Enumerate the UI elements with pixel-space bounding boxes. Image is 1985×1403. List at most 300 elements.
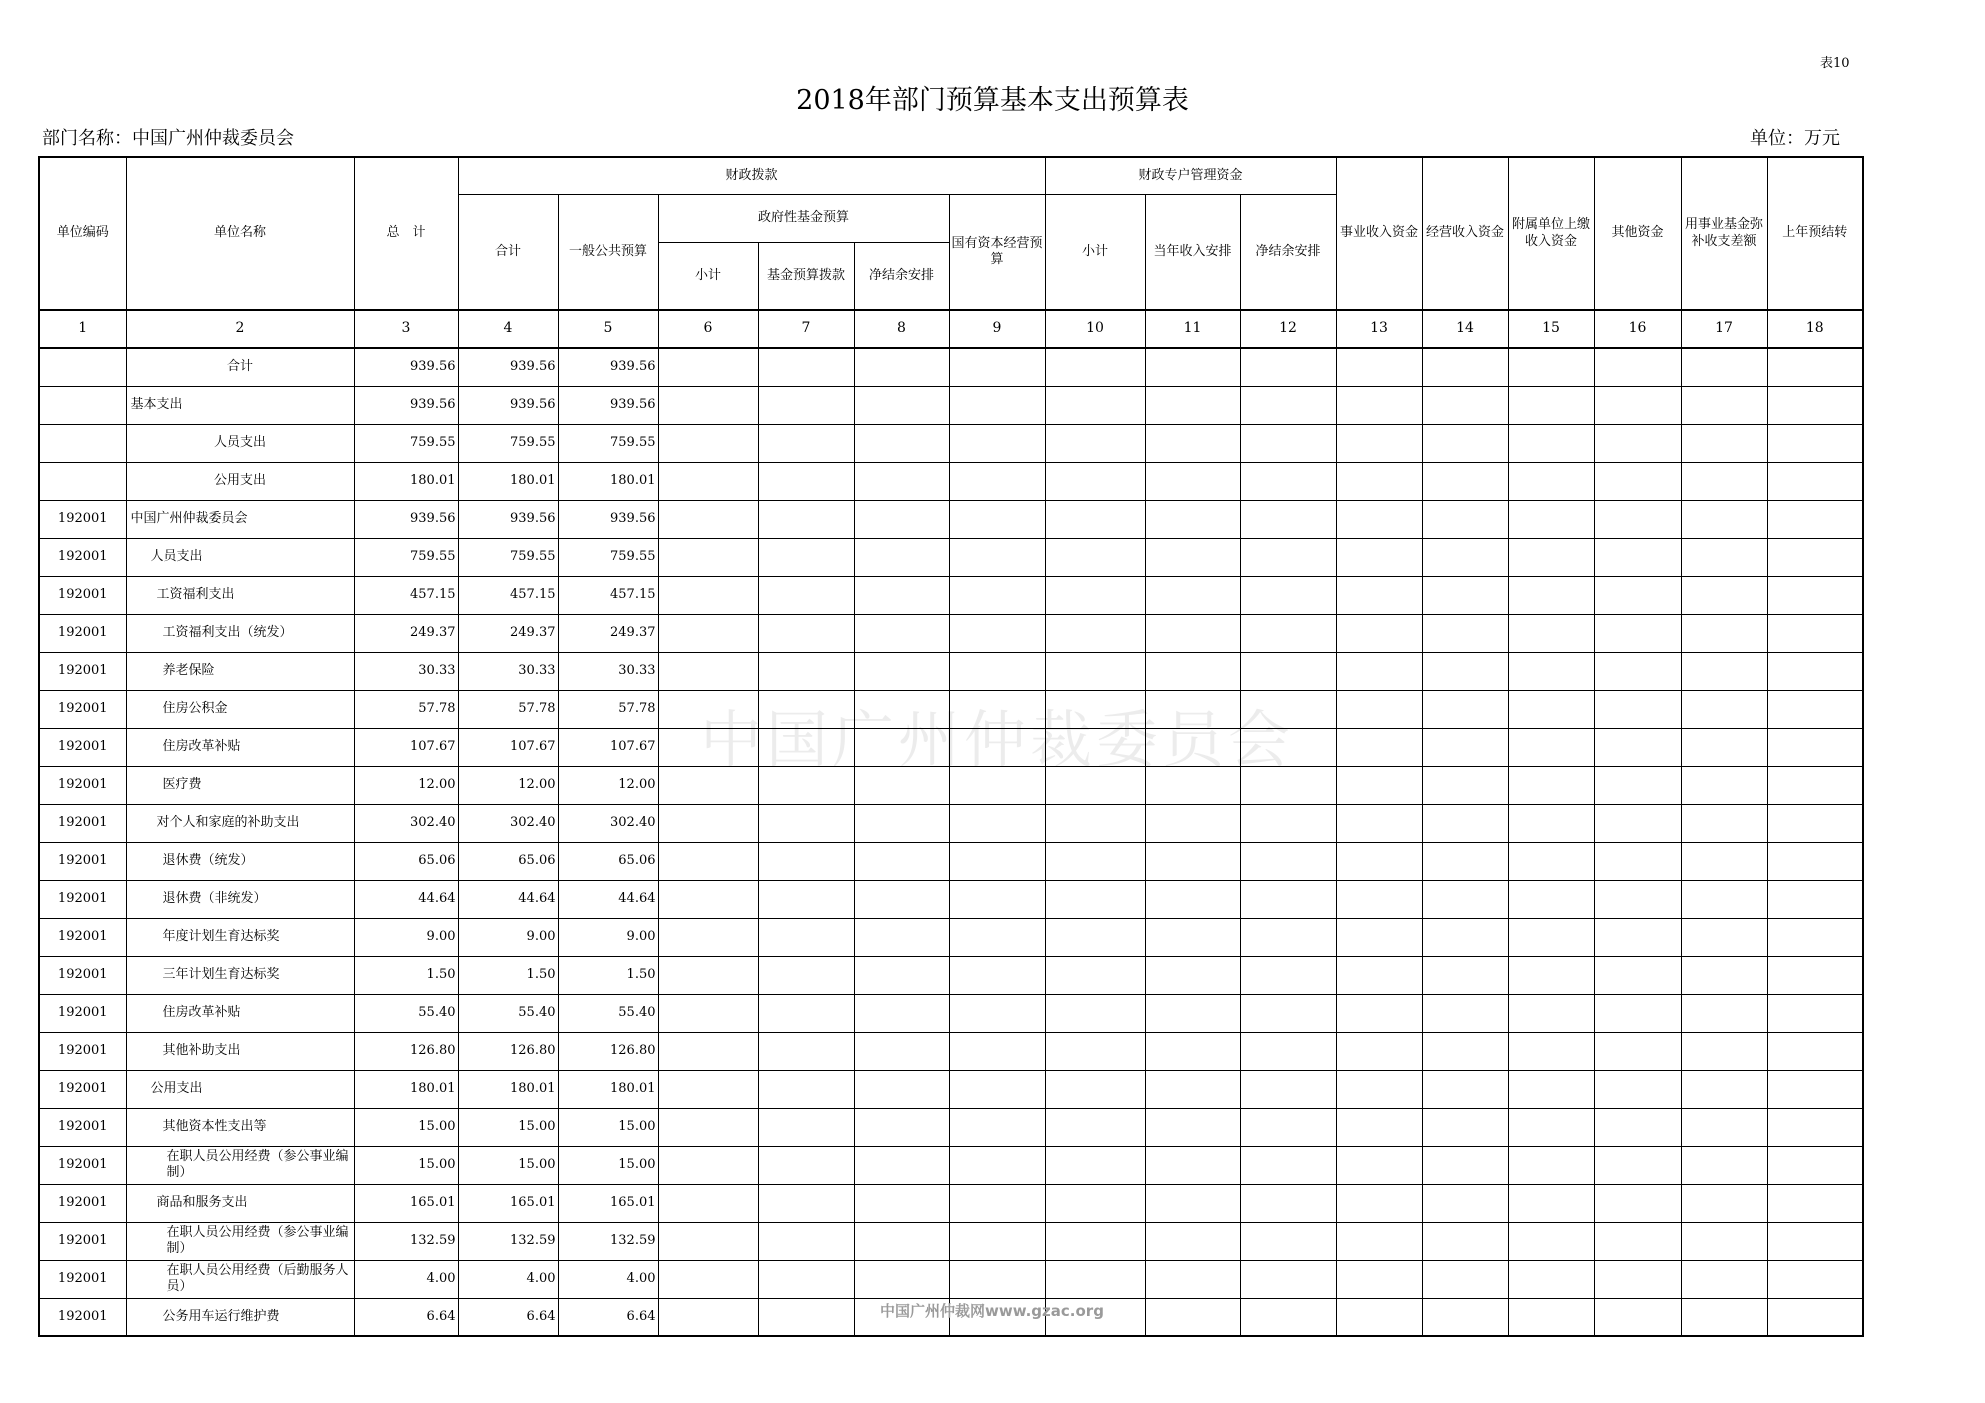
header-fs-current: 当年收入安排 — [1145, 194, 1240, 310]
unit-name-cell: 人员支出 — [126, 538, 354, 576]
empty-cell — [1594, 424, 1681, 462]
unit-code-cell: 192001 — [39, 1146, 126, 1184]
empty-cell — [758, 918, 854, 956]
fiscal-total-cell: 939.56 — [458, 386, 558, 424]
general-budget-cell: 6.64 — [558, 1298, 658, 1336]
column-index: 16 — [1594, 310, 1681, 348]
empty-cell — [1145, 1032, 1240, 1070]
empty-cell — [1508, 728, 1594, 766]
unit-label: 单位：万元 — [1750, 128, 1840, 149]
empty-cell — [1240, 462, 1336, 500]
column-index: 9 — [949, 310, 1045, 348]
empty-cell — [1336, 690, 1422, 728]
empty-cell — [1594, 1070, 1681, 1108]
column-index: 12 — [1240, 310, 1336, 348]
empty-cell — [1767, 1222, 1863, 1260]
empty-cell — [1767, 1108, 1863, 1146]
fiscal-total-cell: 457.15 — [458, 576, 558, 614]
empty-cell — [758, 842, 854, 880]
empty-cell — [658, 1108, 758, 1146]
header-unit-name: 单位名称 — [126, 157, 354, 310]
empty-cell — [1045, 918, 1145, 956]
header-fiscal-special: 财政专户管理资金 — [1045, 157, 1336, 194]
empty-cell — [1145, 348, 1240, 386]
empty-cell — [1508, 348, 1594, 386]
empty-cell — [1508, 1260, 1594, 1298]
empty-cell — [854, 1032, 949, 1070]
total-cell: 1.50 — [354, 956, 458, 994]
empty-cell — [1767, 918, 1863, 956]
empty-cell — [1767, 576, 1863, 614]
fiscal-total-cell: 180.01 — [458, 1070, 558, 1108]
column-index: 2 — [126, 310, 354, 348]
column-index: 7 — [758, 310, 854, 348]
empty-cell — [1145, 956, 1240, 994]
empty-cell — [1336, 462, 1422, 500]
empty-cell — [758, 462, 854, 500]
empty-cell — [949, 500, 1045, 538]
empty-cell — [949, 1184, 1045, 1222]
empty-cell — [1594, 500, 1681, 538]
header-gf-subtotal: 小计 — [658, 242, 758, 310]
empty-cell — [658, 918, 758, 956]
header-fa-state-capital: 国有资本经营预算 — [949, 194, 1045, 310]
empty-cell — [1508, 652, 1594, 690]
empty-cell — [1422, 614, 1508, 652]
empty-cell — [1422, 386, 1508, 424]
empty-cell — [1336, 1222, 1422, 1260]
empty-cell — [854, 1222, 949, 1260]
empty-cell — [1336, 1184, 1422, 1222]
general-budget-cell: 759.55 — [558, 538, 658, 576]
empty-cell — [1508, 1108, 1594, 1146]
table-row — [39, 842, 1863, 880]
empty-cell — [758, 1260, 854, 1298]
empty-cell — [854, 1146, 949, 1184]
column-index: 17 — [1681, 310, 1767, 348]
fiscal-total-cell: 759.55 — [458, 424, 558, 462]
empty-cell — [1681, 956, 1767, 994]
table-row — [39, 1222, 1863, 1260]
empty-cell — [1681, 1260, 1767, 1298]
empty-cell — [1508, 500, 1594, 538]
column-index: 1 — [39, 310, 126, 348]
empty-cell — [1240, 1108, 1336, 1146]
empty-cell — [1240, 1298, 1336, 1336]
empty-cell — [1767, 462, 1863, 500]
table-row — [39, 880, 1863, 918]
empty-cell — [1594, 766, 1681, 804]
unit-code-cell: 192001 — [39, 538, 126, 576]
unit-name-cell: 工资福利支出（统发） — [126, 614, 354, 652]
unit-name-cell: 公用支出 — [126, 1070, 354, 1108]
column-index: 11 — [1145, 310, 1240, 348]
empty-cell — [1767, 766, 1863, 804]
empty-cell — [1422, 1184, 1508, 1222]
empty-cell — [1508, 1222, 1594, 1260]
empty-cell — [1240, 842, 1336, 880]
empty-cell — [658, 614, 758, 652]
unit-code-cell: 192001 — [39, 576, 126, 614]
empty-cell — [758, 994, 854, 1032]
empty-cell — [758, 614, 854, 652]
total-cell: 55.40 — [354, 994, 458, 1032]
empty-cell — [1594, 1108, 1681, 1146]
empty-cell — [1681, 1108, 1767, 1146]
empty-cell — [1422, 766, 1508, 804]
fiscal-total-cell: 65.06 — [458, 842, 558, 880]
empty-cell — [1240, 1260, 1336, 1298]
table-body — [39, 348, 1863, 1336]
table-row — [39, 1108, 1863, 1146]
total-cell: 457.15 — [354, 576, 458, 614]
empty-cell — [1767, 386, 1863, 424]
empty-cell — [1145, 880, 1240, 918]
empty-cell — [949, 1032, 1045, 1070]
empty-cell — [1767, 728, 1863, 766]
column-index: 8 — [854, 310, 949, 348]
empty-cell — [1594, 956, 1681, 994]
empty-cell — [1045, 956, 1145, 994]
empty-cell — [1240, 576, 1336, 614]
fiscal-total-cell: 1.50 — [458, 956, 558, 994]
empty-cell — [1594, 462, 1681, 500]
empty-cell — [1336, 766, 1422, 804]
empty-cell — [658, 424, 758, 462]
empty-cell — [1422, 1260, 1508, 1298]
unit-name-cell: 人员支出 — [126, 424, 354, 462]
general-budget-cell: 4.00 — [558, 1260, 658, 1298]
empty-cell — [1045, 880, 1145, 918]
empty-cell — [1681, 1146, 1767, 1184]
empty-cell — [758, 538, 854, 576]
total-cell: 30.33 — [354, 652, 458, 690]
empty-cell — [1681, 462, 1767, 500]
empty-cell — [1145, 804, 1240, 842]
unit-name-cell: 工资福利支出 — [126, 576, 354, 614]
general-budget-cell: 57.78 — [558, 690, 658, 728]
total-cell: 15.00 — [354, 1146, 458, 1184]
header-fiscal-allocation: 财政拨款 — [458, 157, 1045, 194]
empty-cell — [658, 880, 758, 918]
empty-cell — [949, 348, 1045, 386]
unit-code-cell: 192001 — [39, 1222, 126, 1260]
empty-cell — [1422, 1108, 1508, 1146]
empty-cell — [658, 1146, 758, 1184]
unit-name-cell: 退休费（统发） — [126, 842, 354, 880]
empty-cell — [949, 842, 1045, 880]
empty-cell — [1422, 1222, 1508, 1260]
empty-cell — [1336, 1260, 1422, 1298]
total-cell: 15.00 — [354, 1108, 458, 1146]
empty-cell — [1681, 804, 1767, 842]
empty-cell — [1422, 1298, 1508, 1336]
empty-cell — [1145, 462, 1240, 500]
table-row — [39, 1070, 1863, 1108]
empty-cell — [854, 1260, 949, 1298]
total-cell: 939.56 — [354, 386, 458, 424]
empty-cell — [1767, 880, 1863, 918]
table-row — [39, 348, 1863, 386]
empty-cell — [758, 1146, 854, 1184]
empty-cell — [758, 386, 854, 424]
table-row — [39, 994, 1863, 1032]
empty-cell — [1045, 1108, 1145, 1146]
empty-cell — [1681, 994, 1767, 1032]
unit-name-cell: 年度计划生育达标奖 — [126, 918, 354, 956]
empty-cell — [1240, 538, 1336, 576]
empty-cell — [854, 614, 949, 652]
empty-cell — [1336, 1108, 1422, 1146]
empty-cell — [949, 424, 1045, 462]
fiscal-total-cell: 165.01 — [458, 1184, 558, 1222]
page-title: 2018年部门预算基本支出预算表 — [796, 85, 1189, 116]
empty-cell — [949, 1222, 1045, 1260]
empty-cell — [658, 576, 758, 614]
empty-cell — [1508, 576, 1594, 614]
table-row — [39, 576, 1863, 614]
empty-cell — [1508, 1032, 1594, 1070]
empty-cell — [1336, 538, 1422, 576]
empty-cell — [949, 804, 1045, 842]
empty-cell — [1681, 1032, 1767, 1070]
empty-cell — [854, 1070, 949, 1108]
empty-cell — [1045, 652, 1145, 690]
total-cell: 939.56 — [354, 500, 458, 538]
table-row — [39, 538, 1863, 576]
total-cell: 65.06 — [354, 842, 458, 880]
total-cell: 165.01 — [354, 1184, 458, 1222]
unit-name-cell: 其他补助支出 — [126, 1032, 354, 1070]
empty-cell — [1681, 1184, 1767, 1222]
empty-cell — [1045, 1222, 1145, 1260]
unit-code-cell: 192001 — [39, 956, 126, 994]
empty-cell — [1508, 842, 1594, 880]
unit-name-cell: 公务用车运行维护费 — [126, 1298, 354, 1336]
header-affiliated-income: 附属单位上缴收入资金 — [1508, 157, 1594, 310]
empty-cell — [1767, 1032, 1863, 1070]
empty-cell — [1422, 500, 1508, 538]
empty-cell — [1594, 348, 1681, 386]
total-cell: 249.37 — [354, 614, 458, 652]
unit-code-cell: 192001 — [39, 1298, 126, 1336]
empty-cell — [854, 348, 949, 386]
empty-cell — [1240, 1184, 1336, 1222]
empty-cell — [658, 1298, 758, 1336]
general-budget-cell: 12.00 — [558, 766, 658, 804]
empty-cell — [1767, 652, 1863, 690]
unit-name-cell: 中国广州仲裁委员会 — [126, 500, 354, 538]
empty-cell — [1240, 1032, 1336, 1070]
empty-cell — [949, 880, 1045, 918]
empty-cell — [1240, 1222, 1336, 1260]
empty-cell — [1422, 728, 1508, 766]
empty-cell — [1681, 500, 1767, 538]
empty-cell — [1240, 880, 1336, 918]
table-row — [39, 462, 1863, 500]
empty-cell — [1508, 386, 1594, 424]
empty-cell — [1422, 1032, 1508, 1070]
empty-cell — [758, 956, 854, 994]
empty-cell — [1145, 1184, 1240, 1222]
empty-cell — [1240, 804, 1336, 842]
general-budget-cell: 939.56 — [558, 500, 658, 538]
general-budget-cell: 65.06 — [558, 842, 658, 880]
unit-code-cell: 192001 — [39, 994, 126, 1032]
unit-name-cell: 住房改革补贴 — [126, 728, 354, 766]
empty-cell — [1594, 804, 1681, 842]
empty-cell — [1681, 1222, 1767, 1260]
empty-cell — [1594, 1146, 1681, 1184]
header-reserve-fund: 用事业基金弥补收支差额 — [1681, 157, 1767, 310]
empty-cell — [1240, 1146, 1336, 1184]
general-budget-cell: 30.33 — [558, 652, 658, 690]
empty-cell — [1508, 1146, 1594, 1184]
empty-cell — [854, 842, 949, 880]
total-cell: 180.01 — [354, 462, 458, 500]
empty-cell — [949, 1260, 1045, 1298]
empty-cell — [1767, 1298, 1863, 1336]
empty-cell — [854, 1184, 949, 1222]
empty-cell — [1508, 994, 1594, 1032]
footer-watermark: 中国广州仲裁网www.gzac.org — [880, 1302, 1104, 1320]
empty-cell — [658, 1222, 758, 1260]
header-gf-balance: 净结余安排 — [854, 242, 949, 310]
general-budget-cell: 55.40 — [558, 994, 658, 1032]
total-cell: 759.55 — [354, 424, 458, 462]
empty-cell — [1045, 804, 1145, 842]
empty-cell — [1594, 1032, 1681, 1070]
empty-cell — [1336, 386, 1422, 424]
empty-cell — [1681, 728, 1767, 766]
empty-cell — [854, 918, 949, 956]
empty-cell — [758, 1184, 854, 1222]
empty-cell — [1422, 1070, 1508, 1108]
watermark: 中国广州仲裁委员会 — [700, 703, 1295, 776]
unit-code-cell: 192001 — [39, 500, 126, 538]
empty-cell — [1594, 690, 1681, 728]
header-fs-subtotal: 小计 — [1045, 194, 1145, 310]
empty-cell — [658, 956, 758, 994]
empty-cell — [1767, 804, 1863, 842]
unit-code-cell: 192001 — [39, 1070, 126, 1108]
column-index: 13 — [1336, 310, 1422, 348]
empty-cell — [854, 994, 949, 1032]
unit-code-cell — [39, 462, 126, 500]
empty-cell — [1422, 994, 1508, 1032]
empty-cell — [1045, 576, 1145, 614]
empty-cell — [949, 614, 1045, 652]
empty-cell — [1145, 842, 1240, 880]
empty-cell — [1045, 348, 1145, 386]
empty-cell — [658, 842, 758, 880]
unit-name-cell: 在职人员公用经费（后勤服务人员） — [126, 1260, 354, 1298]
total-cell: 12.00 — [354, 766, 458, 804]
total-cell: 180.01 — [354, 1070, 458, 1108]
empty-cell — [1508, 880, 1594, 918]
empty-cell — [1508, 1070, 1594, 1108]
column-index: 14 — [1422, 310, 1508, 348]
total-cell: 126.80 — [354, 1032, 458, 1070]
empty-cell — [1767, 500, 1863, 538]
unit-name-cell: 合计 — [126, 348, 354, 386]
empty-cell — [1336, 614, 1422, 652]
empty-cell — [658, 652, 758, 690]
general-budget-cell: 15.00 — [558, 1108, 658, 1146]
table-row — [39, 386, 1863, 424]
fiscal-total-cell: 6.64 — [458, 1298, 558, 1336]
general-budget-cell: 107.67 — [558, 728, 658, 766]
empty-cell — [1145, 1222, 1240, 1260]
empty-cell — [1767, 1260, 1863, 1298]
fiscal-total-cell: 132.59 — [458, 1222, 558, 1260]
empty-cell — [658, 1032, 758, 1070]
column-index: 5 — [558, 310, 658, 348]
empty-cell — [758, 652, 854, 690]
empty-cell — [1508, 918, 1594, 956]
empty-cell — [1681, 1070, 1767, 1108]
empty-cell — [758, 576, 854, 614]
empty-cell — [1594, 842, 1681, 880]
empty-cell — [854, 576, 949, 614]
column-index: 15 — [1508, 310, 1594, 348]
general-budget-cell: 457.15 — [558, 576, 658, 614]
empty-cell — [1336, 652, 1422, 690]
empty-cell — [1145, 614, 1240, 652]
empty-cell — [1767, 842, 1863, 880]
empty-cell — [1681, 918, 1767, 956]
empty-cell — [1045, 538, 1145, 576]
unit-code-cell: 192001 — [39, 842, 126, 880]
empty-cell — [1045, 1070, 1145, 1108]
empty-cell — [658, 500, 758, 538]
total-cell: 132.59 — [354, 1222, 458, 1260]
empty-cell — [1045, 386, 1145, 424]
empty-cell — [1767, 994, 1863, 1032]
unit-code-cell: 192001 — [39, 1108, 126, 1146]
table-row — [39, 1146, 1863, 1184]
empty-cell — [1594, 538, 1681, 576]
empty-cell — [854, 956, 949, 994]
empty-cell — [1045, 462, 1145, 500]
empty-cell — [1145, 424, 1240, 462]
unit-name-cell: 公用支出 — [126, 462, 354, 500]
column-index: 3 — [354, 310, 458, 348]
unit-code-cell: 192001 — [39, 880, 126, 918]
empty-cell — [1767, 538, 1863, 576]
empty-cell — [1422, 652, 1508, 690]
total-cell: 57.78 — [354, 690, 458, 728]
empty-cell — [1145, 1260, 1240, 1298]
empty-cell — [854, 804, 949, 842]
empty-cell — [949, 576, 1045, 614]
general-budget-cell: 180.01 — [558, 462, 658, 500]
empty-cell — [1594, 1260, 1681, 1298]
empty-cell — [1045, 1260, 1145, 1298]
empty-cell — [1422, 538, 1508, 576]
empty-cell — [1336, 728, 1422, 766]
empty-cell — [1681, 652, 1767, 690]
general-budget-cell: 9.00 — [558, 918, 658, 956]
fiscal-total-cell: 15.00 — [458, 1108, 558, 1146]
empty-cell — [758, 424, 854, 462]
empty-cell — [1045, 1032, 1145, 1070]
empty-cell — [854, 652, 949, 690]
empty-cell — [658, 538, 758, 576]
empty-cell — [1240, 348, 1336, 386]
empty-cell — [949, 1070, 1045, 1108]
fiscal-total-cell: 939.56 — [458, 348, 558, 386]
